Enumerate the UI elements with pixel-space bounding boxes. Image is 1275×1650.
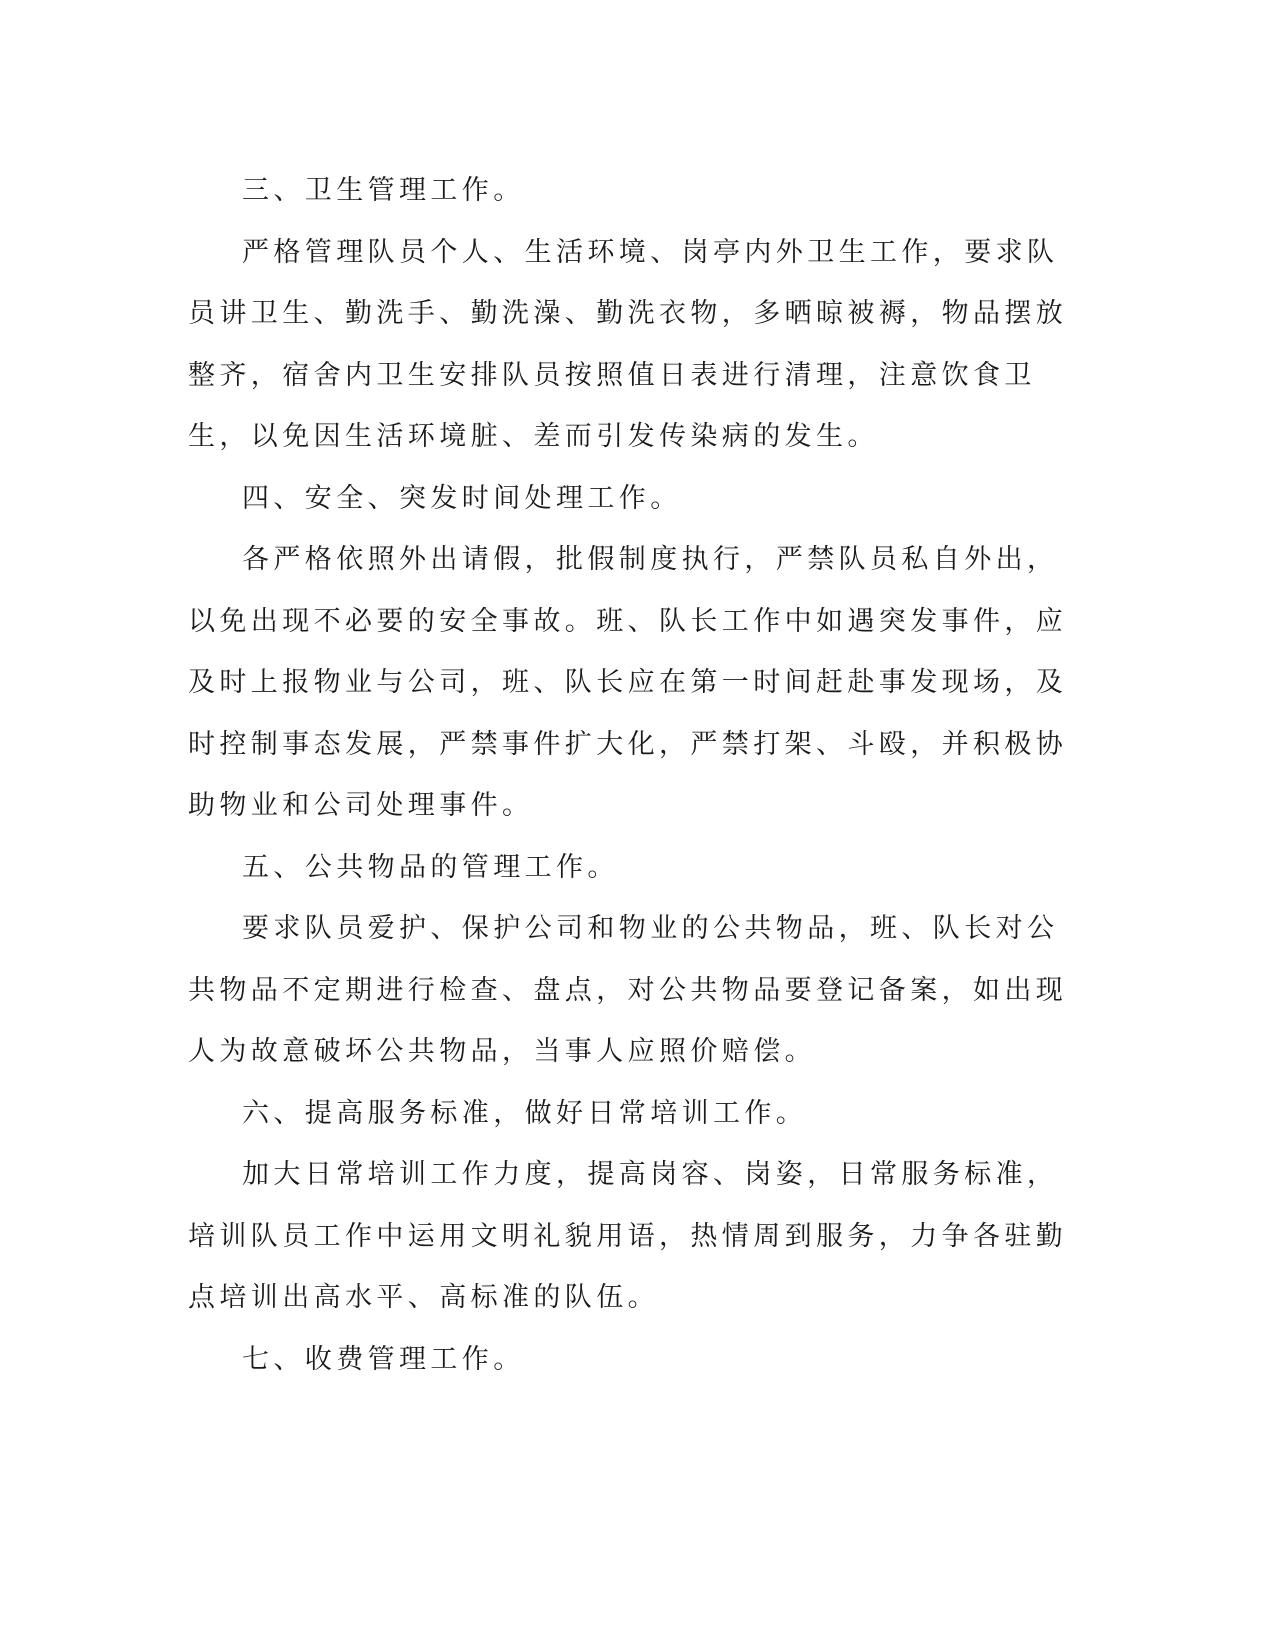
paragraph-public-goods: 要求队员爱护、保护公司和物业的公共物品，班、队长对公共物品不定期进行检查、盘点，对公共物品要登记备案，如出现人为故意破坏公共物品，当事人应照价赔偿。 [188, 913, 1068, 1067]
section-heading-safety: 四、安全、突发时间处理工作。 [242, 482, 682, 514]
paragraph-hygiene: 严格管理队员个人、生活环境、岗亭内外卫生工作，要求队员讲卫生、勤洗手、勤洗澡、勤洗衣物，多晒晾被褥，物品摆放整齐，宿舍内卫生安排队员按照值日表进行清理，注意饮食卫生，以免因生活环境脏、差而引发传染病的发生。 [188, 236, 1068, 452]
paragraph-safety: 各严格依照外出请假，批假制度执行，严禁队员私自外出，以免出现不必要的安全事故。班、队长工作中如遇突发事件，应及时上报物业与公司，班、队长应在第一时间赶赴事发现场，及时控制事态发展，严禁事件扩大化，严禁打架、斗殴，并积极协助物业和公司处理事件。 [188, 544, 1068, 821]
section-heading-public-goods: 五、公共物品的管理工作。 [242, 851, 619, 883]
section-heading-hygiene: 三、卫生管理工作。 [242, 175, 525, 206]
section-heading-training: 六、提高服务标准，做好日常培训工作。 [242, 1097, 808, 1129]
paragraph-training: 加大日常培训工作力度，提高岗容、岗姿，日常服务标准，培训队员工作中运用文明礼貌用语，热情周到服务，力争各驻勤点培训出高水平、高标准的队伍。 [188, 1159, 1068, 1313]
document-body [188, 160, 1068, 1390]
section-heading-fees: 七、收费管理工作。 [242, 1343, 525, 1375]
